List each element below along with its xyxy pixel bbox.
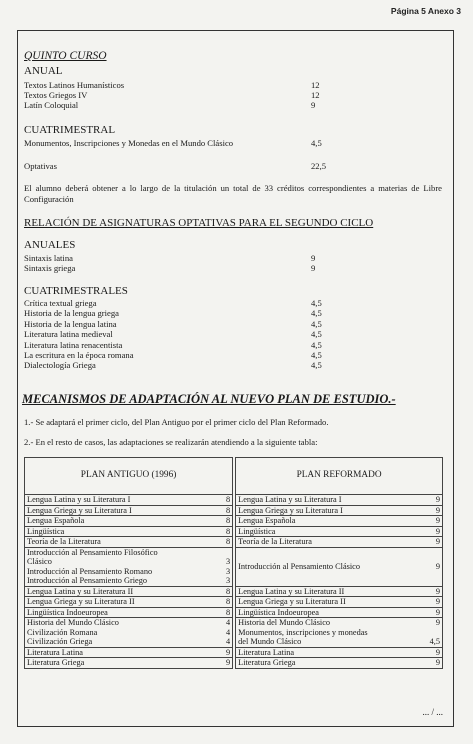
cuatrimestrales-heading: CUATRIMESTRALES bbox=[24, 285, 128, 297]
list-item-credits: 4,5 bbox=[311, 339, 322, 350]
new-subject-cell: Lingüística Indoeuropea bbox=[236, 607, 428, 618]
old-credits-cell: 8 bbox=[218, 495, 233, 506]
quinto-curso-title: QUINTO CURSO bbox=[24, 50, 107, 62]
list-item-credits: 4,5 bbox=[311, 360, 322, 371]
new-subject-cell: Literatura Latina bbox=[236, 647, 428, 658]
list-item-credits: 12 bbox=[311, 80, 320, 90]
list-item-credits: 4,5 bbox=[311, 308, 322, 319]
new-subject-cell: Lengua Latina y su Literatura II bbox=[236, 586, 428, 597]
table-row bbox=[25, 586, 443, 597]
list-item-name: Sintaxis griega bbox=[24, 263, 76, 273]
new-subject-cell: Lengua Latina y su Literatura I bbox=[236, 495, 428, 506]
new-credits-cell: 9 bbox=[428, 597, 443, 608]
old-subject-cell: Lengua Latina y su Literatura I bbox=[25, 495, 219, 506]
old-subject-cell: Literatura Griega bbox=[25, 658, 219, 669]
old-credits-cell: 8 bbox=[218, 597, 233, 608]
adaptation-table bbox=[24, 457, 443, 669]
column-header-plan-reformado: PLAN REFORMADO bbox=[236, 458, 443, 495]
table-body bbox=[25, 495, 443, 669]
mecanismos-title: MECANISMOS DE ADAPTACIÓN AL NUEVO PLAN DE ESTUDIO.- bbox=[22, 392, 396, 406]
new-credits-cell: 9 4,5 bbox=[428, 618, 443, 648]
new-credits-cell: 9 bbox=[428, 607, 443, 618]
new-subject-cell: Lengua Griega y su Literatura I bbox=[236, 505, 428, 516]
table-row bbox=[25, 526, 443, 537]
list-item-credits: 9 bbox=[311, 263, 316, 273]
anual-heading: ANUAL bbox=[24, 65, 63, 77]
table-row bbox=[25, 658, 443, 669]
old-credits-cell: 8 bbox=[218, 516, 233, 527]
list-item-name: Sintaxis latina bbox=[24, 253, 73, 263]
old-subject-cell: Lingüística bbox=[25, 526, 219, 537]
old-credits-cell: 8 bbox=[218, 526, 233, 537]
new-subject-cell: Literatura Griega bbox=[236, 658, 428, 669]
new-subject-cell: Lengua Española bbox=[236, 516, 428, 527]
old-credits-cell: 9 bbox=[218, 647, 233, 658]
list-item-name: Latín Coloquial bbox=[24, 100, 79, 110]
mecanismos-paragraph-2: 2.- En el resto de casos, las adaptaciones se realizarán atendiendo a la siguiente tabla: bbox=[24, 437, 318, 447]
list-item-name: Literatura latina medieval bbox=[24, 329, 113, 340]
new-credits-cell: 9 bbox=[428, 537, 443, 548]
list-item-credits: 9 bbox=[311, 253, 316, 263]
old-subject-cell: Introducción al Pensamiento Filosófico Clásico Introducción al Pensamiento Romano Introducción al Pensamiento Griego bbox=[25, 547, 219, 586]
page-header: Página 5 Anexo 3 bbox=[390, 6, 461, 16]
list-item-credits: 4,5 bbox=[311, 329, 322, 340]
new-subject-cell: Lengua Griega y su Literatura II bbox=[236, 597, 428, 608]
old-subject-cell: Literatura Latina bbox=[25, 647, 219, 658]
new-credits-cell: 9 bbox=[428, 526, 443, 537]
new-credits-cell: 9 bbox=[428, 586, 443, 597]
list-item-credits: 12 bbox=[311, 90, 320, 100]
old-subject-cell: Lengua Española bbox=[25, 516, 219, 527]
old-subject-cell: Lengua Griega y su Literatura I bbox=[25, 505, 219, 516]
list-item-name: Literatura latina renacentista bbox=[24, 339, 123, 350]
list-item-name: Textos Latinos Humanísticos bbox=[24, 80, 125, 90]
list-item-credits: 4,5 bbox=[311, 298, 322, 308]
new-subject-cell: Historia del Mundo Clásico Monumentos, inscripciones y monedas del Mundo Clásico bbox=[236, 618, 428, 648]
old-credits-cell: 4 4 4 bbox=[218, 618, 233, 648]
new-credits-cell: 9 bbox=[428, 547, 443, 586]
table-row bbox=[25, 495, 443, 506]
cuatrimestral-heading: CUATRIMESTRAL bbox=[24, 124, 116, 136]
old-credits-cell: 8 bbox=[218, 537, 233, 548]
new-credits-cell: 9 bbox=[428, 658, 443, 669]
list-item-name: Crítica textual griega bbox=[24, 298, 97, 308]
continues-marker: ... / ... bbox=[422, 707, 443, 717]
old-subject-cell: Lengua Griega y su Literatura II bbox=[25, 597, 219, 608]
new-credits-cell: 9 bbox=[428, 505, 443, 516]
old-credits-cell: 8 bbox=[218, 505, 233, 516]
libre-configuracion-paragraph: El alumno deberá obtener a lo largo de la titulación un total de 33 créditos correspondientes a materias de Libre Configuración bbox=[24, 183, 442, 204]
table-row bbox=[25, 647, 443, 658]
list-item-credits: 4,5 bbox=[311, 350, 322, 360]
list-item-credits: 4,5 bbox=[311, 318, 322, 329]
new-credits-cell: 9 bbox=[428, 647, 443, 658]
table-row bbox=[25, 516, 443, 527]
new-subject-cell: Introducción al Pensamiento Clásico bbox=[236, 547, 428, 586]
new-subject-cell: Lingüística bbox=[236, 526, 428, 537]
optativas-label: Optativas bbox=[24, 161, 57, 171]
new-credits-cell: 9 bbox=[428, 516, 443, 527]
column-header-plan-antiguo: PLAN ANTIGUO (1996) bbox=[25, 458, 233, 495]
old-credits-cell: 9 bbox=[218, 658, 233, 669]
old-credits-cell: 8 bbox=[218, 586, 233, 597]
cuat-row-name: Monumentos, Inscripciones y Monedas en el Mundo Clásico bbox=[24, 138, 234, 148]
old-credits-cell: 8 bbox=[218, 607, 233, 618]
old-subject-cell: Lengua Latina y su Literatura II bbox=[25, 586, 219, 597]
cuat-row-credits: 4,5 bbox=[311, 138, 322, 148]
relacion-title: RELACIÓN DE ASIGNATURAS OPTATIVAS PARA EL SEGUNDO CICLO bbox=[24, 217, 374, 229]
list-item-name: Dialectología Griega bbox=[24, 360, 96, 371]
list-item-name: Historia de la lengua latina bbox=[24, 318, 117, 329]
new-subject-cell: Teoría de la Literatura bbox=[236, 537, 428, 548]
anuales-heading: ANUALES bbox=[24, 239, 76, 251]
table-row bbox=[25, 607, 443, 618]
table-row bbox=[25, 618, 443, 648]
list-item-name: Textos Griegos IV bbox=[24, 90, 88, 100]
list-item-name: La escritura en la época romana bbox=[24, 350, 134, 360]
new-credits-cell: 9 bbox=[428, 495, 443, 506]
list-item-credits: 9 bbox=[311, 100, 316, 110]
old-subject-cell: Historia del Mundo Clásico Civilización Romana Civilización Griega bbox=[25, 618, 219, 648]
table-row bbox=[25, 547, 443, 586]
optativas-credits: 22,5 bbox=[311, 161, 327, 171]
list-item-name: Historia de la lengua griega bbox=[24, 308, 119, 319]
table-row bbox=[25, 537, 443, 548]
old-subject-cell: Lingüística Indoeuropea bbox=[25, 607, 219, 618]
mecanismos-paragraph-1: 1.- Se adaptará el primer ciclo, del Plan Antiguo por el primer ciclo del Plan Reformado. bbox=[24, 417, 329, 427]
old-subject-cell: Teoría de la Literatura bbox=[25, 537, 219, 548]
table-row bbox=[25, 597, 443, 608]
table-row bbox=[25, 505, 443, 516]
old-credits-cell: 3 3 3 bbox=[218, 547, 233, 586]
